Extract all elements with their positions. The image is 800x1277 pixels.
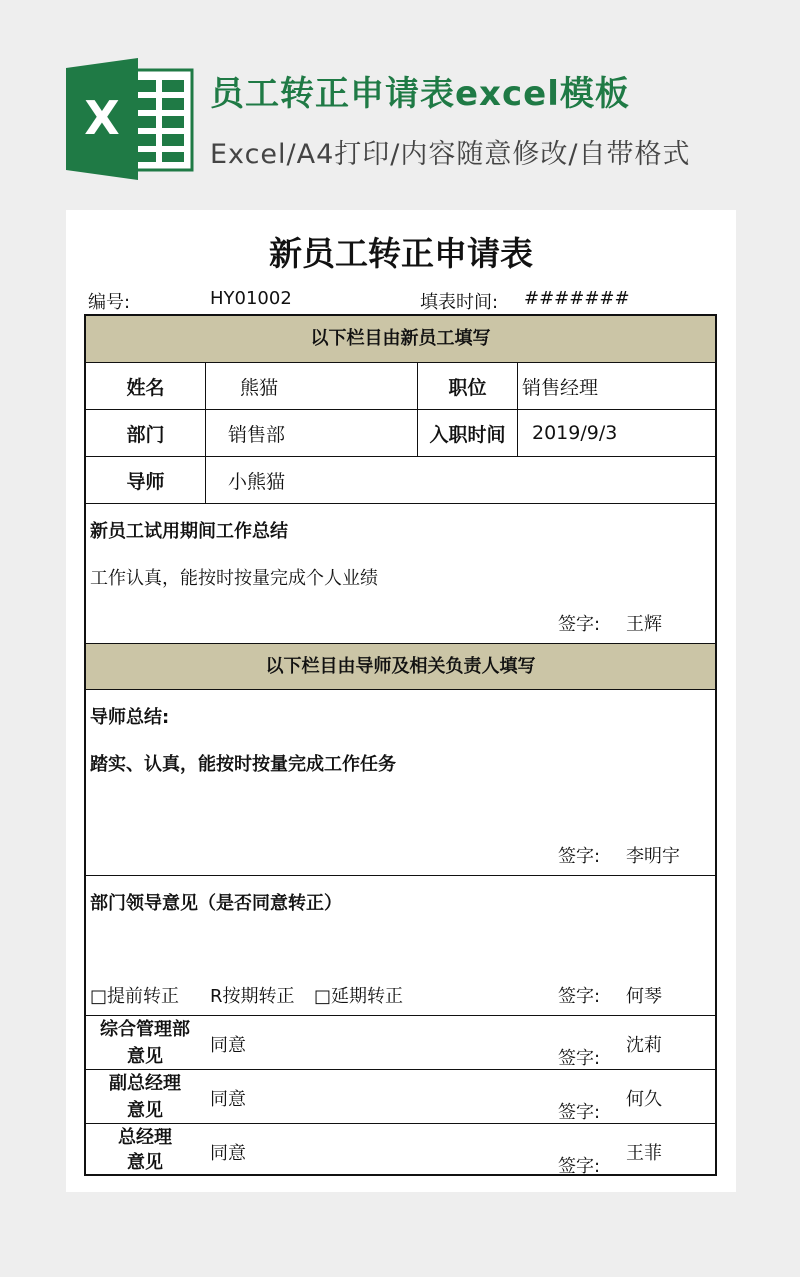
approval-label-line2: 意见 xyxy=(127,1152,163,1173)
approval-sign-name: 王菲 xyxy=(626,1143,662,1164)
approval-opinion: 同意 xyxy=(210,1143,246,1164)
name-row xyxy=(86,362,715,409)
document-page xyxy=(66,210,736,1192)
number-label: 编号: xyxy=(88,292,131,313)
section2-header-text: 以下栏目由导师及相关负责人填写 xyxy=(265,656,536,677)
name-value: 熊猫 xyxy=(205,363,417,409)
application-form xyxy=(84,314,717,1176)
dept-label: 部门 xyxy=(126,423,165,446)
approval-row xyxy=(86,1123,715,1177)
section1-header xyxy=(86,316,715,362)
document-title: 新员工转正申请表 xyxy=(269,234,533,273)
banner xyxy=(0,0,800,200)
svg-text:X: X xyxy=(84,91,120,145)
section1-header-text: 以下栏目由新员工填写 xyxy=(310,328,491,349)
approval-row xyxy=(86,1069,715,1123)
date-value: ####### xyxy=(524,288,630,309)
mentor-summary-block xyxy=(86,689,715,875)
position-label: 职位 xyxy=(417,363,517,409)
name-label: 姓名 xyxy=(126,376,165,399)
approval-opinion: 同意 xyxy=(210,1035,246,1056)
option-delayed[interactable]: □延期转正 xyxy=(314,986,404,1007)
dept-sign-label: 签字: xyxy=(558,986,601,1007)
approval-sign-label: 签字: xyxy=(558,1048,601,1069)
hire-date-label: 入职时间 xyxy=(417,410,517,456)
approval-label-line2: 意见 xyxy=(127,1100,163,1121)
option-early[interactable]: □提前转正 xyxy=(90,986,180,1007)
mentor-sign-label: 签字: xyxy=(558,846,601,867)
approval-label-line1: 总经理 xyxy=(118,1127,172,1148)
position-value: 销售经理 xyxy=(517,363,719,409)
mentor-row xyxy=(86,456,715,503)
dept-row xyxy=(86,409,715,456)
approval-sign-name: 何久 xyxy=(626,1089,662,1110)
approval-label-line1: 副总经理 xyxy=(109,1073,181,1094)
banner-title: 员工转正申请表excel模板 xyxy=(210,74,630,114)
mentor-summary-label: 导师总结: xyxy=(90,707,170,728)
approval-label-line1: 综合管理部 xyxy=(100,1019,190,1040)
employee-sign-label: 签字: xyxy=(558,614,601,635)
section2-header xyxy=(86,643,715,689)
mentor-label: 导师 xyxy=(126,470,165,493)
number-value: HY01002 xyxy=(210,288,292,309)
work-summary-label: 新员工试用期间工作总结 xyxy=(90,521,288,542)
approval-label-line2: 意见 xyxy=(127,1046,163,1067)
dept-opinion-label: 部门领导意见（是否同意转正） xyxy=(90,893,342,914)
dept-opinion-block xyxy=(86,875,715,1015)
hire-date-value: 2019/9/3 xyxy=(517,410,719,456)
mentor-sign-name: 李明宇 xyxy=(626,846,680,867)
excel-icon xyxy=(66,58,194,180)
employee-sign-name: 王辉 xyxy=(626,614,662,635)
work-summary-block xyxy=(86,503,715,643)
approval-row xyxy=(86,1015,715,1069)
approval-sign-name: 沈莉 xyxy=(626,1035,662,1056)
option-on-time[interactable]: R按期转正 xyxy=(210,986,295,1007)
mentor-summary-text: 踏实、认真，能按时按量完成工作任务 xyxy=(90,754,396,775)
dept-sign-name: 何琴 xyxy=(626,986,662,1007)
approval-opinion: 同意 xyxy=(210,1089,246,1110)
approval-sign-label: 签字: xyxy=(558,1156,601,1177)
dept-value: 销售部 xyxy=(205,410,417,456)
mentor-value: 小熊猫 xyxy=(205,457,719,503)
date-label: 填表时间: xyxy=(420,292,499,313)
approval-sign-label: 签字: xyxy=(558,1102,601,1123)
banner-subtitle: Excel/A4打印/内容随意修改/自带格式 xyxy=(210,139,691,170)
work-summary-text: 工作认真，能按时按量完成个人业绩 xyxy=(90,568,378,589)
